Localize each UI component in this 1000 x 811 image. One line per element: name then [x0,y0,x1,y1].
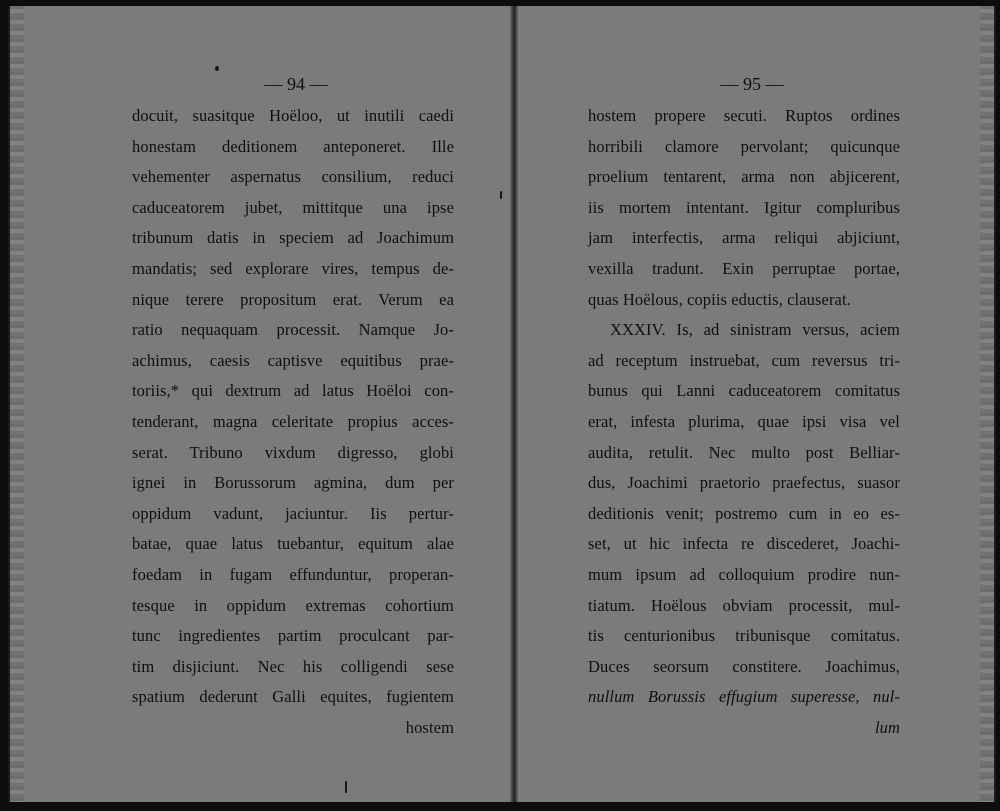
text-line: nullum Borussis effugium superesse, nul- [588,687,900,707]
book-gutter [510,6,518,802]
book-spread [8,6,996,802]
text-line: spatium dederunt Galli equites, fugientem [132,687,454,707]
text-line: vexilla tradunt. Exin perruptae portae, [588,258,900,278]
text-line: audita, retulit. Nec multo post Belliar- [588,442,900,462]
text-line: tiatum. Hoëlous obviam processit, mul- [588,595,900,615]
text-line: tunc ingredientes partim proculcant par- [132,626,454,646]
text-line: ignei in Borussorum agmina, dum per [132,473,454,493]
text-line: toriis,* qui dextrum ad latus Hoëloi con- [132,381,454,401]
text-line: erat, infesta plurima, quae ipsi visa vel [588,411,900,431]
text-line: nique terere propositum erat. Verum ea [132,289,454,309]
ink-speck [345,781,347,793]
text-line: proelium tentarent, arma non abjicerent, [588,167,900,187]
right-page-text [588,101,900,743]
text-line: quas Hoëlous, copiis eductis, clauserat. [588,289,851,309]
text-line: iis mortem intentant. Igitur compluribus [588,197,900,217]
text-line: mum ipsum ad colloquium prodire nun- [588,564,900,584]
text-line: tis centurionibus tribunisque comitatus. [588,626,900,646]
ink-speck [215,66,219,71]
text-line: caduceatorem jubet, mittitque una ipse [132,197,454,217]
text-line: deditionis venit; postremo cum in eo es- [588,503,900,523]
text-line: tribunum datis in speciem ad Joachimum [132,228,454,248]
left-page-text [132,101,454,743]
text-line: oppidum vadunt, jaciuntur. Iis pertur- [132,503,454,523]
text-line: ad receptum instruebat, cum reversus tri- [588,350,900,370]
left-page [10,6,510,802]
left-page-number: — 94 — [264,74,328,94]
text-line: Duces seorsum constitere. Joachimus, [588,656,900,676]
text-line: tim disjiciunt. Nec his colligendi sese [132,656,454,676]
catchword: lum [874,717,900,737]
text-line: vehementer aspernatus consilium, reduci [132,167,454,187]
text-line: tenderant, magna celeritate propius acces- [132,411,454,431]
text-line: set, ut hic infecta re discederet, Joachi- [588,534,900,554]
text-line: mandatis; sed explorare vires, tempus de- [132,258,454,278]
text-line: foedam in fugam effunduntur, properan- [132,564,454,584]
text-line: serat. Tribuno vixdum digresso, globi [132,442,454,462]
text-line: hostem propere secuti. Ruptos ordines [588,106,900,125]
text-line: batae, quae latus tuebantur, equitum alae [132,534,454,554]
right-page-number: — 95 — [720,74,784,94]
text-line: dus, Joachimi praetorio praefectus, suasor [588,473,900,493]
text-line: bunus qui Lanni caduceatorem comitatus [588,381,900,401]
text-line: jam interfectis, arma reliqui abjiciunt, [588,228,900,248]
text-line: honestam deditionem anteponeret. Ille [132,136,454,156]
text-line: XXXIV. Is, ad sinistram versus, aciem [610,320,900,340]
catchword: hostem [405,717,454,737]
text-line: docuit, suasitque Hoëloo, ut inutili caedi [132,106,454,125]
right-page [518,6,994,802]
text-line: tesque in oppidum extremas cohortium [132,595,454,615]
text-line: achimus, caesis captisve equitibus prae- [132,350,454,370]
text-line: horribili clamore pervolant; quicunque [588,136,900,156]
ink-speck [500,191,502,199]
text-line: ratio nequaquam processit. Namque Jo- [132,320,454,340]
